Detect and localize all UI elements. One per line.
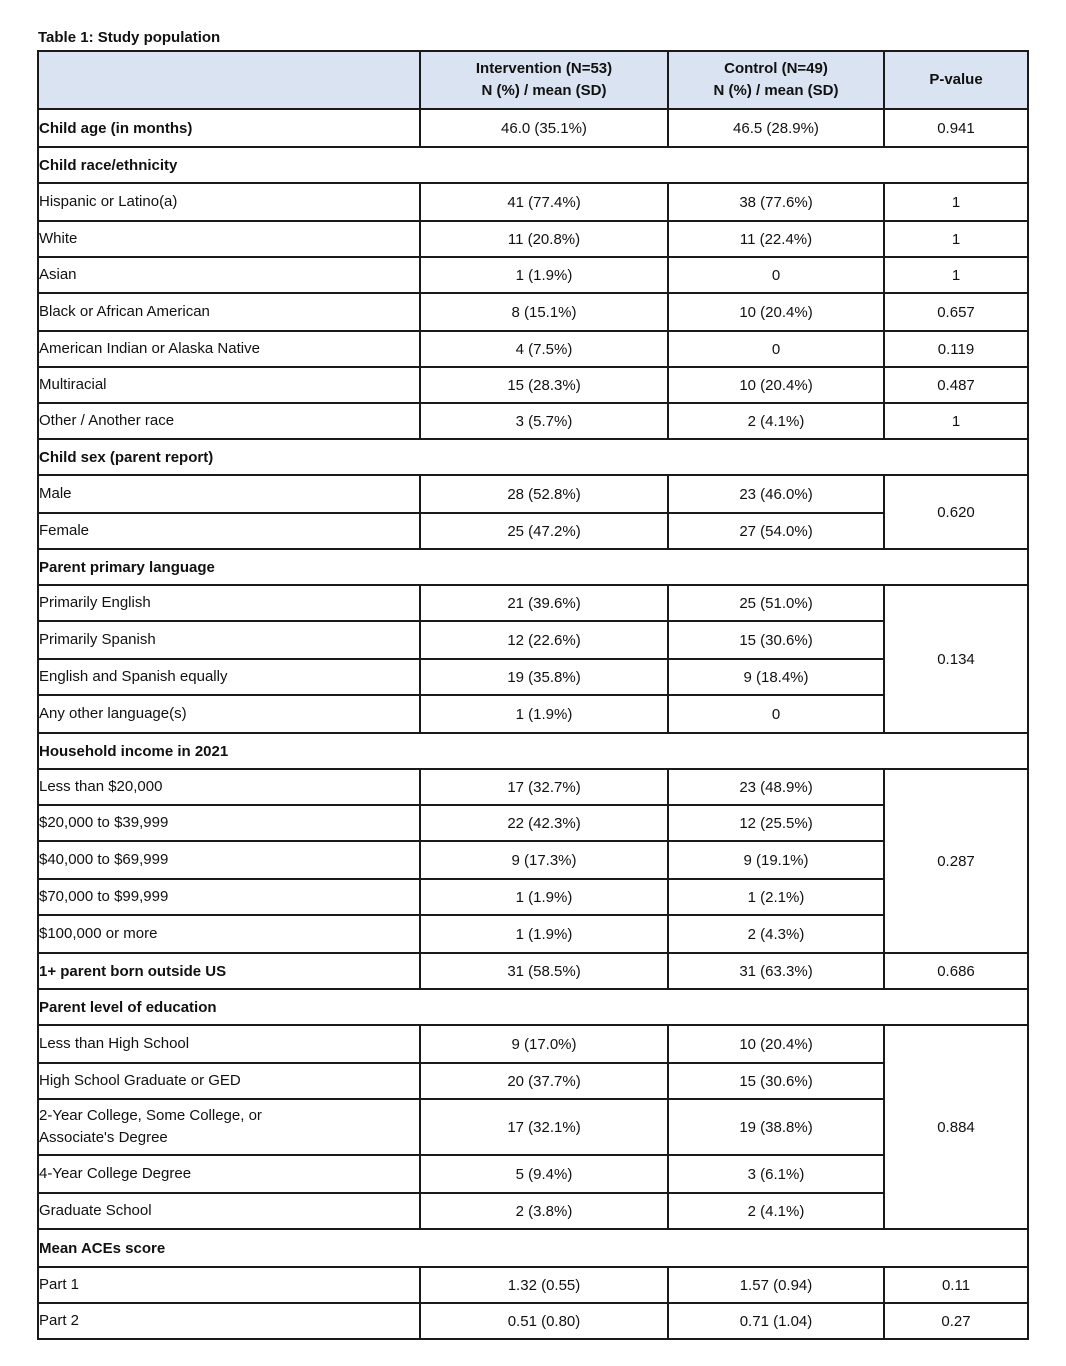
- intervention-value: 20 (37.7%): [420, 1063, 668, 1099]
- table-row: [38, 109, 1028, 147]
- header-control: [668, 51, 884, 109]
- header-row: [38, 51, 1028, 109]
- p-value: 1: [884, 221, 1028, 257]
- p-value: 0.686: [884, 953, 1028, 989]
- row-label: $40,000 to $69,999: [38, 841, 420, 879]
- header-p-value: P-value: [884, 51, 1028, 109]
- table-row: [38, 293, 1028, 331]
- intervention-value: 31 (58.5%): [420, 953, 668, 989]
- row-label: Child age (in months): [38, 109, 420, 147]
- table-row: [38, 953, 1028, 989]
- control-value: 0: [668, 695, 884, 733]
- row-label: Primarily Spanish: [38, 621, 420, 659]
- control-value: 25 (51.0%): [668, 585, 884, 621]
- row-label: 1+ parent born outside US: [38, 953, 420, 989]
- table-row: [38, 513, 1028, 549]
- intervention-value: 9 (17.0%): [420, 1025, 668, 1063]
- table-row: [38, 621, 1028, 659]
- table-row: [38, 1099, 1028, 1155]
- intervention-value: 28 (52.8%): [420, 475, 668, 513]
- table-row: [38, 475, 1028, 513]
- row-label: White: [38, 221, 420, 257]
- intervention-value: 19 (35.8%): [420, 659, 668, 695]
- p-value: 1: [884, 257, 1028, 293]
- control-value: 15 (30.6%): [668, 621, 884, 659]
- section-label: Child sex (parent report): [38, 439, 1028, 475]
- header-empty-cell: [38, 51, 420, 109]
- control-value: 38 (77.6%): [668, 183, 884, 221]
- table-title: Table 1: Study population: [38, 29, 221, 46]
- control-value: 46.5 (28.9%): [668, 109, 884, 147]
- row-label: Male: [38, 475, 420, 513]
- intervention-value: 17 (32.7%): [420, 769, 668, 805]
- table-row: [38, 879, 1028, 915]
- study-population-table: [37, 50, 1029, 1340]
- p-value: 0.941: [884, 109, 1028, 147]
- row-label: Less than $20,000: [38, 769, 420, 805]
- row-label: Part 2: [38, 1303, 420, 1339]
- section-header-row: [38, 439, 1028, 475]
- row-label: Hispanic or Latino(a): [38, 183, 420, 221]
- table-row: [38, 257, 1028, 293]
- p-value: 0.884: [884, 1025, 1028, 1229]
- table-row: [38, 1063, 1028, 1099]
- table-row: [38, 769, 1028, 805]
- table-row: [38, 1025, 1028, 1063]
- intervention-value: 17 (32.1%): [420, 1099, 668, 1155]
- header-intervention: [420, 51, 668, 109]
- control-value: 19 (38.8%): [668, 1099, 884, 1155]
- intervention-value: 1 (1.9%): [420, 257, 668, 293]
- intervention-value: 9 (17.3%): [420, 841, 668, 879]
- control-value: 1 (2.1%): [668, 879, 884, 915]
- control-value: 1.57 (0.94): [668, 1267, 884, 1303]
- table-row: [38, 1155, 1028, 1193]
- row-label-line: Associate's Degree: [39, 1129, 168, 1146]
- row-label: Primarily English: [38, 585, 420, 621]
- control-value: 31 (63.3%): [668, 953, 884, 989]
- control-value: 10 (20.4%): [668, 293, 884, 331]
- intervention-value: 46.0 (35.1%): [420, 109, 668, 147]
- intervention-value: 1 (1.9%): [420, 879, 668, 915]
- table-row: [38, 805, 1028, 841]
- row-label: 4-Year College Degree: [38, 1155, 420, 1193]
- p-value: 0.657: [884, 293, 1028, 331]
- intervention-value: 21 (39.6%): [420, 585, 668, 621]
- table-row: [38, 585, 1028, 621]
- section-label: Mean ACEs score: [38, 1229, 1028, 1267]
- control-value: 12 (25.5%): [668, 805, 884, 841]
- control-value: 23 (48.9%): [668, 769, 884, 805]
- control-value: 15 (30.6%): [668, 1063, 884, 1099]
- table-row: [38, 221, 1028, 257]
- intervention-value: 0.51 (0.80): [420, 1303, 668, 1339]
- table-row: [38, 403, 1028, 439]
- intervention-value: 8 (15.1%): [420, 293, 668, 331]
- intervention-value: 15 (28.3%): [420, 367, 668, 403]
- intervention-value: 1.32 (0.55): [420, 1267, 668, 1303]
- section-label: Parent primary language: [38, 549, 1028, 585]
- section-header-row: [38, 989, 1028, 1025]
- control-value: 27 (54.0%): [668, 513, 884, 549]
- intervention-value: 1 (1.9%): [420, 915, 668, 953]
- control-value: 10 (20.4%): [668, 367, 884, 403]
- table-row: [38, 183, 1028, 221]
- control-value: 2 (4.1%): [668, 1193, 884, 1229]
- intervention-value: 25 (47.2%): [420, 513, 668, 549]
- header-intervention-stat: N (%) / mean (SD): [481, 82, 607, 99]
- p-value: 1: [884, 183, 1028, 221]
- section-label: Household income in 2021: [38, 733, 1028, 769]
- table-row: [38, 841, 1028, 879]
- table-row: [38, 915, 1028, 953]
- intervention-value: 11 (20.8%): [420, 221, 668, 257]
- row-label: [38, 1099, 420, 1155]
- table-row: [38, 367, 1028, 403]
- control-value: 10 (20.4%): [668, 1025, 884, 1063]
- table-row: [38, 1193, 1028, 1229]
- intervention-value: 2 (3.8%): [420, 1193, 668, 1229]
- header-intervention-group: Intervention (N=53): [475, 60, 613, 77]
- section-header-row: [38, 549, 1028, 585]
- row-label: Multiracial: [38, 367, 420, 403]
- section-header-row: [38, 147, 1028, 183]
- control-value: 2 (4.1%): [668, 403, 884, 439]
- row-label: Other / Another race: [38, 403, 420, 439]
- row-label: $70,000 to $99,999: [38, 879, 420, 915]
- row-label: High School Graduate or GED: [38, 1063, 420, 1099]
- table-row: [38, 659, 1028, 695]
- control-value: 23 (46.0%): [668, 475, 884, 513]
- intervention-value: 4 (7.5%): [420, 331, 668, 367]
- row-label: Black or African American: [38, 293, 420, 331]
- intervention-value: 5 (9.4%): [420, 1155, 668, 1193]
- section-label: Child race/ethnicity: [38, 147, 1028, 183]
- section-label: Parent level of education: [38, 989, 1028, 1025]
- row-label: Asian: [38, 257, 420, 293]
- section-header-row: [38, 1229, 1028, 1267]
- section-header-row: [38, 733, 1028, 769]
- control-value: 11 (22.4%): [668, 221, 884, 257]
- control-value: 3 (6.1%): [668, 1155, 884, 1193]
- row-label: $100,000 or more: [38, 915, 420, 953]
- row-label: $20,000 to $39,999: [38, 805, 420, 841]
- control-value: 9 (18.4%): [668, 659, 884, 695]
- intervention-value: 3 (5.7%): [420, 403, 668, 439]
- p-value: 0.287: [884, 769, 1028, 953]
- control-value: 0: [668, 257, 884, 293]
- row-label: Female: [38, 513, 420, 549]
- p-value: 0.27: [884, 1303, 1028, 1339]
- p-value: 0.119: [884, 331, 1028, 367]
- row-label-line: 2-Year College, Some College, or: [39, 1107, 262, 1124]
- p-value: 0.134: [884, 585, 1028, 733]
- intervention-value: 12 (22.6%): [420, 621, 668, 659]
- intervention-value: 1 (1.9%): [420, 695, 668, 733]
- p-value: 0.620: [884, 475, 1028, 549]
- row-label: American Indian or Alaska Native: [38, 331, 420, 367]
- intervention-value: 22 (42.3%): [420, 805, 668, 841]
- table-row: [38, 1267, 1028, 1303]
- control-value: 0.71 (1.04): [668, 1303, 884, 1339]
- row-label: English and Spanish equally: [38, 659, 420, 695]
- row-label: Any other language(s): [38, 695, 420, 733]
- p-value: 0.11: [884, 1267, 1028, 1303]
- control-value: 0: [668, 331, 884, 367]
- row-label: Graduate School: [38, 1193, 420, 1229]
- header-control-group: Control (N=49): [724, 60, 828, 77]
- header-control-stat: N (%) / mean (SD): [713, 82, 839, 99]
- p-value: 1: [884, 403, 1028, 439]
- row-label: Part 1: [38, 1267, 420, 1303]
- intervention-value: 41 (77.4%): [420, 183, 668, 221]
- row-label: Less than High School: [38, 1025, 420, 1063]
- control-value: 9 (19.1%): [668, 841, 884, 879]
- table-row: [38, 1303, 1028, 1339]
- table-row: [38, 695, 1028, 733]
- table-row: [38, 331, 1028, 367]
- control-value: 2 (4.3%): [668, 915, 884, 953]
- p-value: 0.487: [884, 367, 1028, 403]
